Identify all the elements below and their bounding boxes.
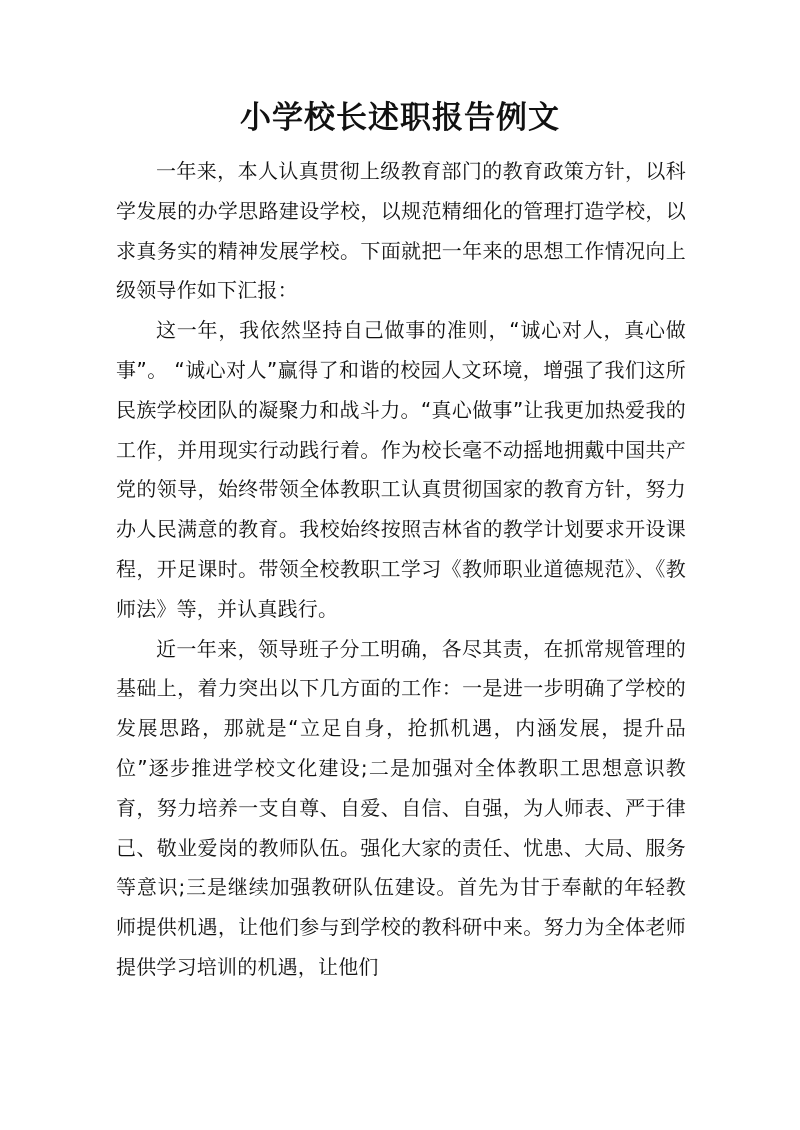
document-title: 小学校长述职报告例文 [240,100,560,136]
paragraph-management: 近一年来，领导班子分工明确，各尽其责，在抓常规管理的基础上，着力突出以下几方面的工作：一是进一步明确了学校的发展思路，那就是“立足自身，抢抓机遇，内涵发展，提升品位”逐步推进学校文化建设;二是加强对全体教职工思想意识教育，努力培养一支自尊、自爱、自信、自强，为人师表、严于律己、敬业爱岗的教师队伍。强化大家的责任、忧患、大局、服务等意识;三是继续加强教研队伍建设。首先为甘于奉献的年轻教师提供机遇，让他们参与到学校的教科研中来。努力为全体老师提供学习培训的机遇，让他们 [116,636,686,979]
paragraph-principles: 这一年，我依然坚持自己做事的准则，“诚心对人，真心做事”。 “诚心对人”赢得了和谐的校园人文环境，增强了我们这所民族学校团队的凝聚力和战斗力。“真心做事”让我更加热爱我的工作，并用现实行动践行着。作为校长毫不动摇地拥戴中国共产党的领导，始终带领全体教职工认真贯彻国家的教育方针，努力办人民满意的教育。我校始终按照吉林省的教学计划要求开设课程，开足课时。带领全校教职工学习《教师职业道德规范》、《教师法》等，并认真践行。 [116,318,686,621]
paragraph-intro: 一年来，本人认真贯彻上级教育部门的教育政策方针，以科学发展的办学思路建设学校，以规范精细化的管理打造学校，以求真务实的精神发展学校。下面就把一年来的思想工作情况向上级领导作如下汇报： [116,159,686,303]
document-body [116,152,686,988]
